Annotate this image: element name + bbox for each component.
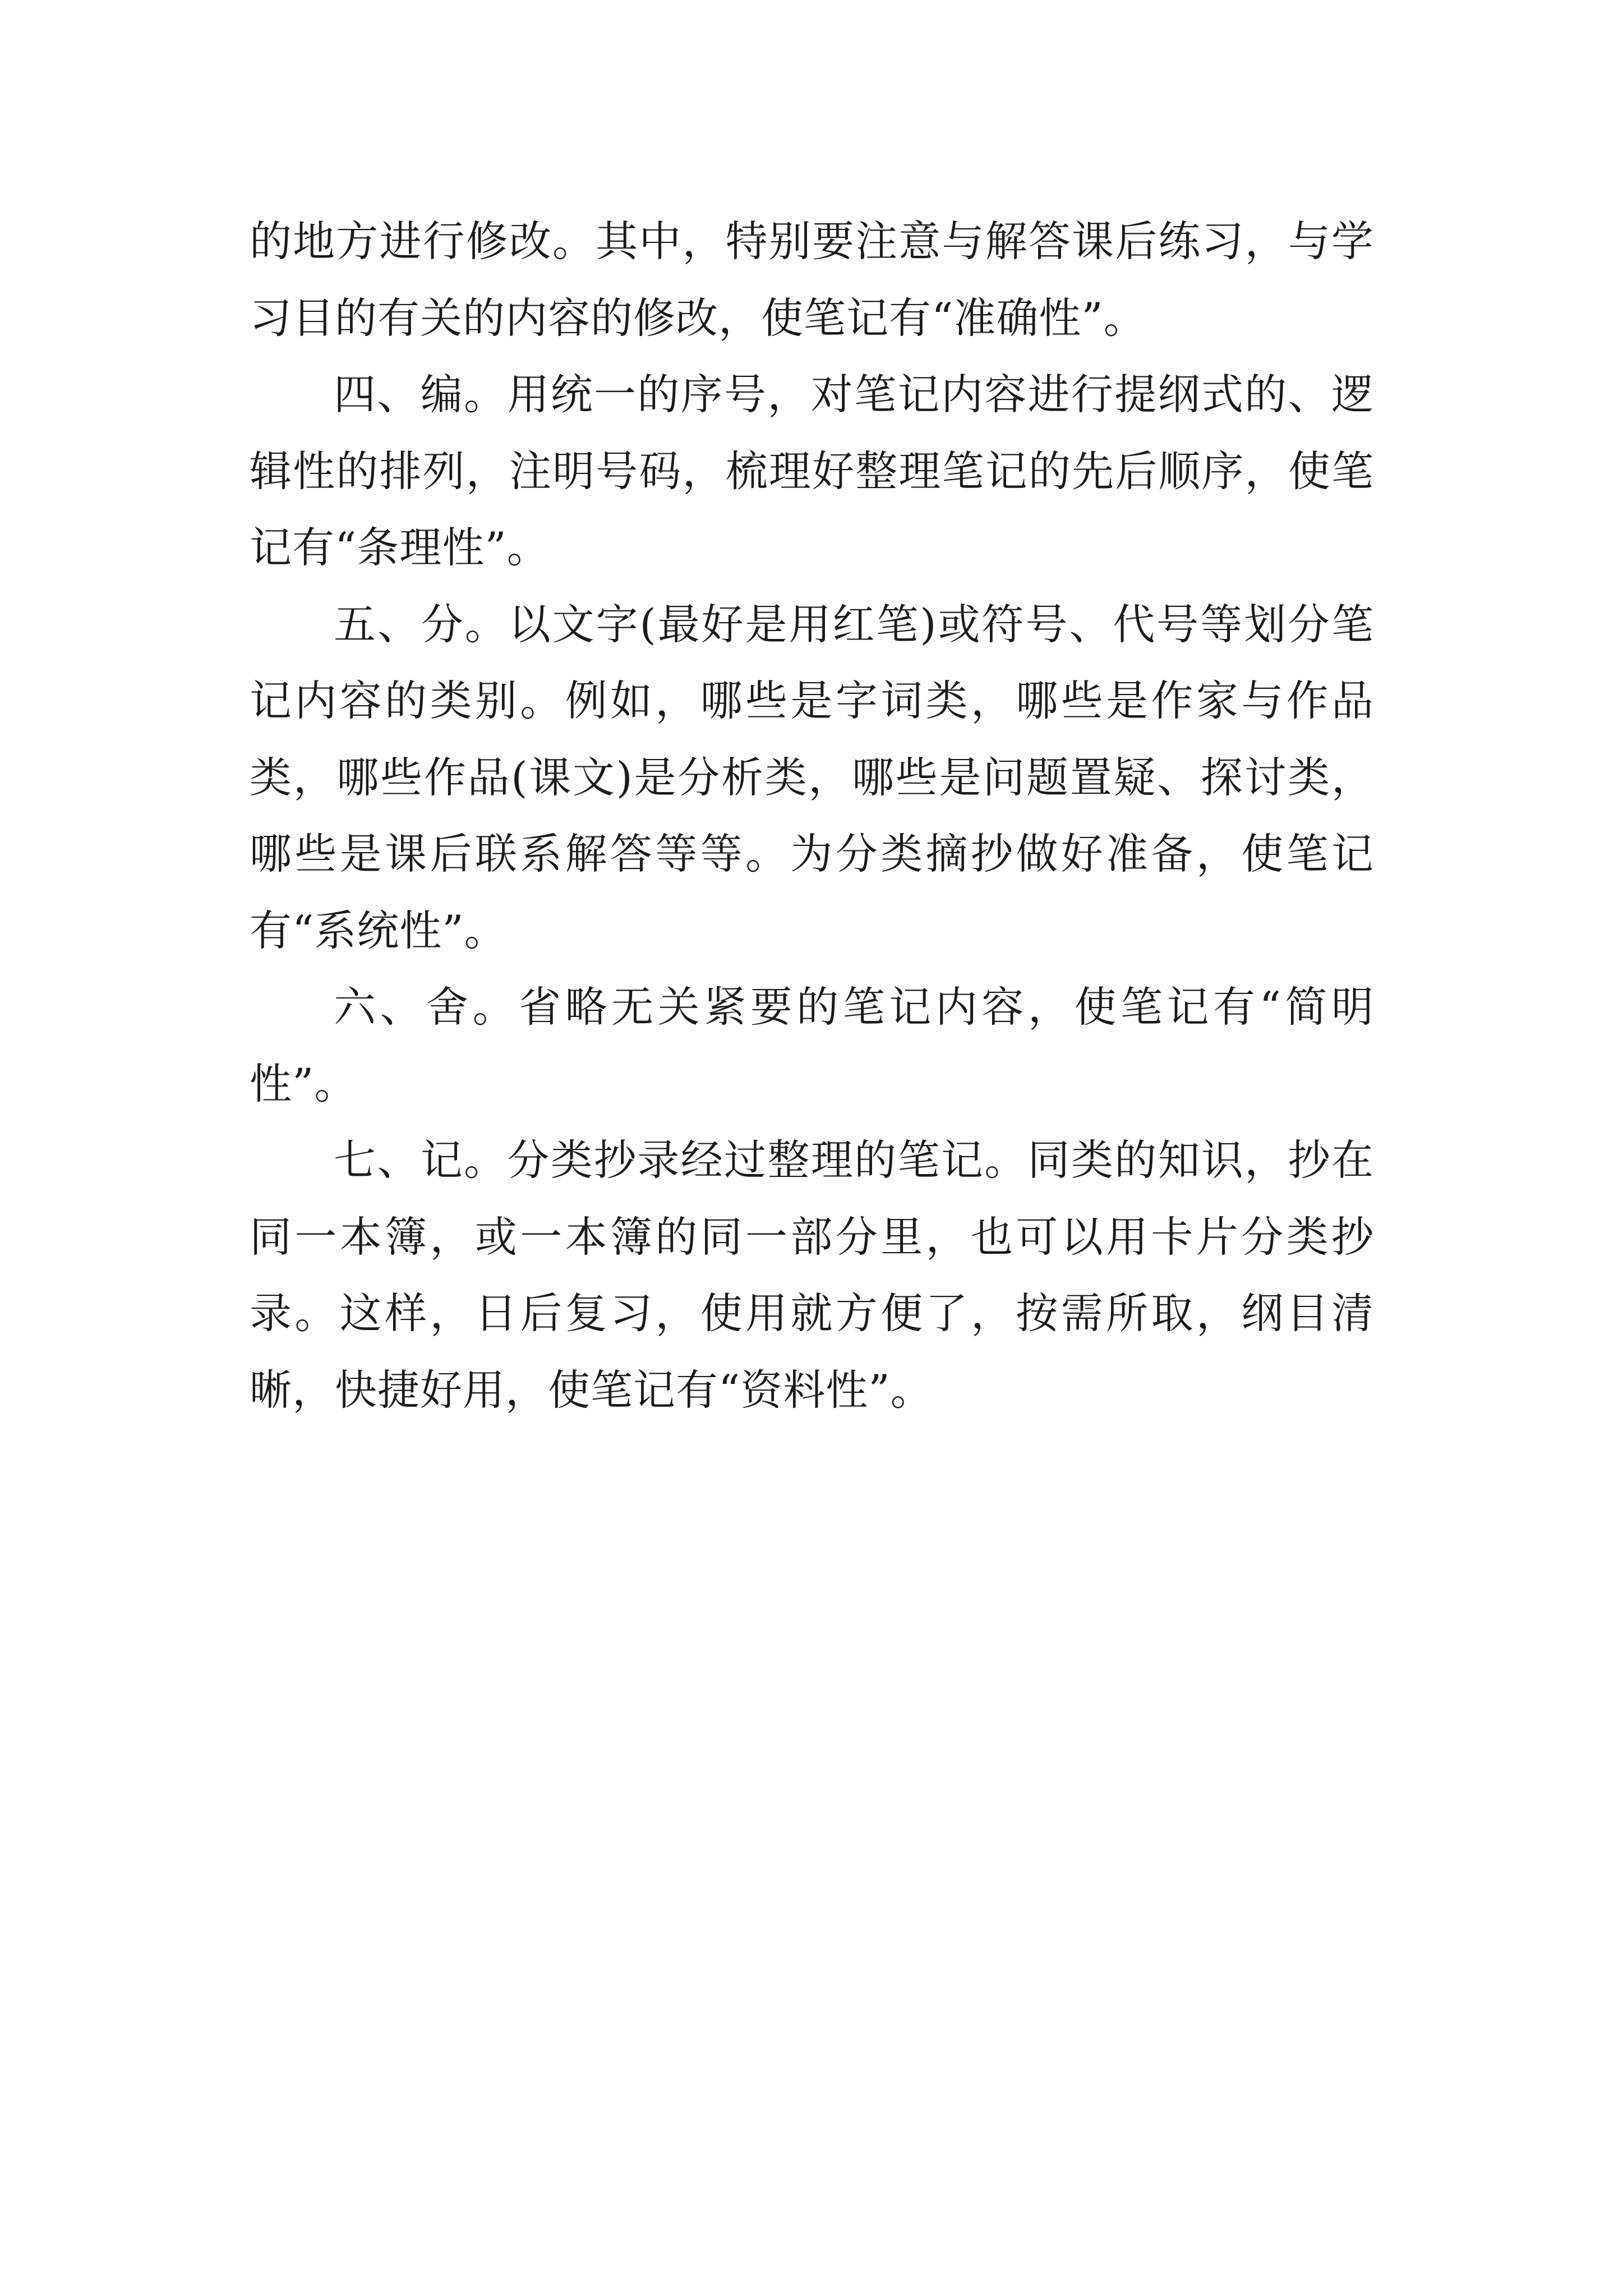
paragraph-step-6: 六、舍。省略无关紧要的笔记内容，使笔记有“简明性”。 [250,982,1374,1108]
document-body [250,203,1374,1428]
paragraph-step-7: 七、记。分类抄录经过整理的笔记。同类的知识，抄在同一本簿，或一本簿的同一部分里，也可以用卡片分类抄录。这样，日后复习，使用就方便了，按需所取，纲目清晰，快捷好用，使笔记有“资料性”。 [250,1135,1374,1415]
paragraph-step-5: 五、分。以文字(最好是用红笔)或符号、代号等划分笔记内容的类别。例如，哪些是字词类，哪些是作家与作品类，哪些作品(课文)是分析类，哪些是问题置疑、探讨类，哪些是课后联系解答等等。为分类摘抄做好准备，使笔记有“系统性”。 [250,599,1374,955]
paragraph-step-4: 四、编。用统一的序号，对笔记内容进行提纲式的、逻辑性的排列，注明号码，梳理好整理笔记的先后顺序，使笔记有“条理性”。 [250,370,1374,572]
paragraph-continuation: 的地方进行修改。其中，特别要注意与解答课后练习，与学习目的有关的内容的修改，使笔记有“准确性”。 [250,217,1374,343]
